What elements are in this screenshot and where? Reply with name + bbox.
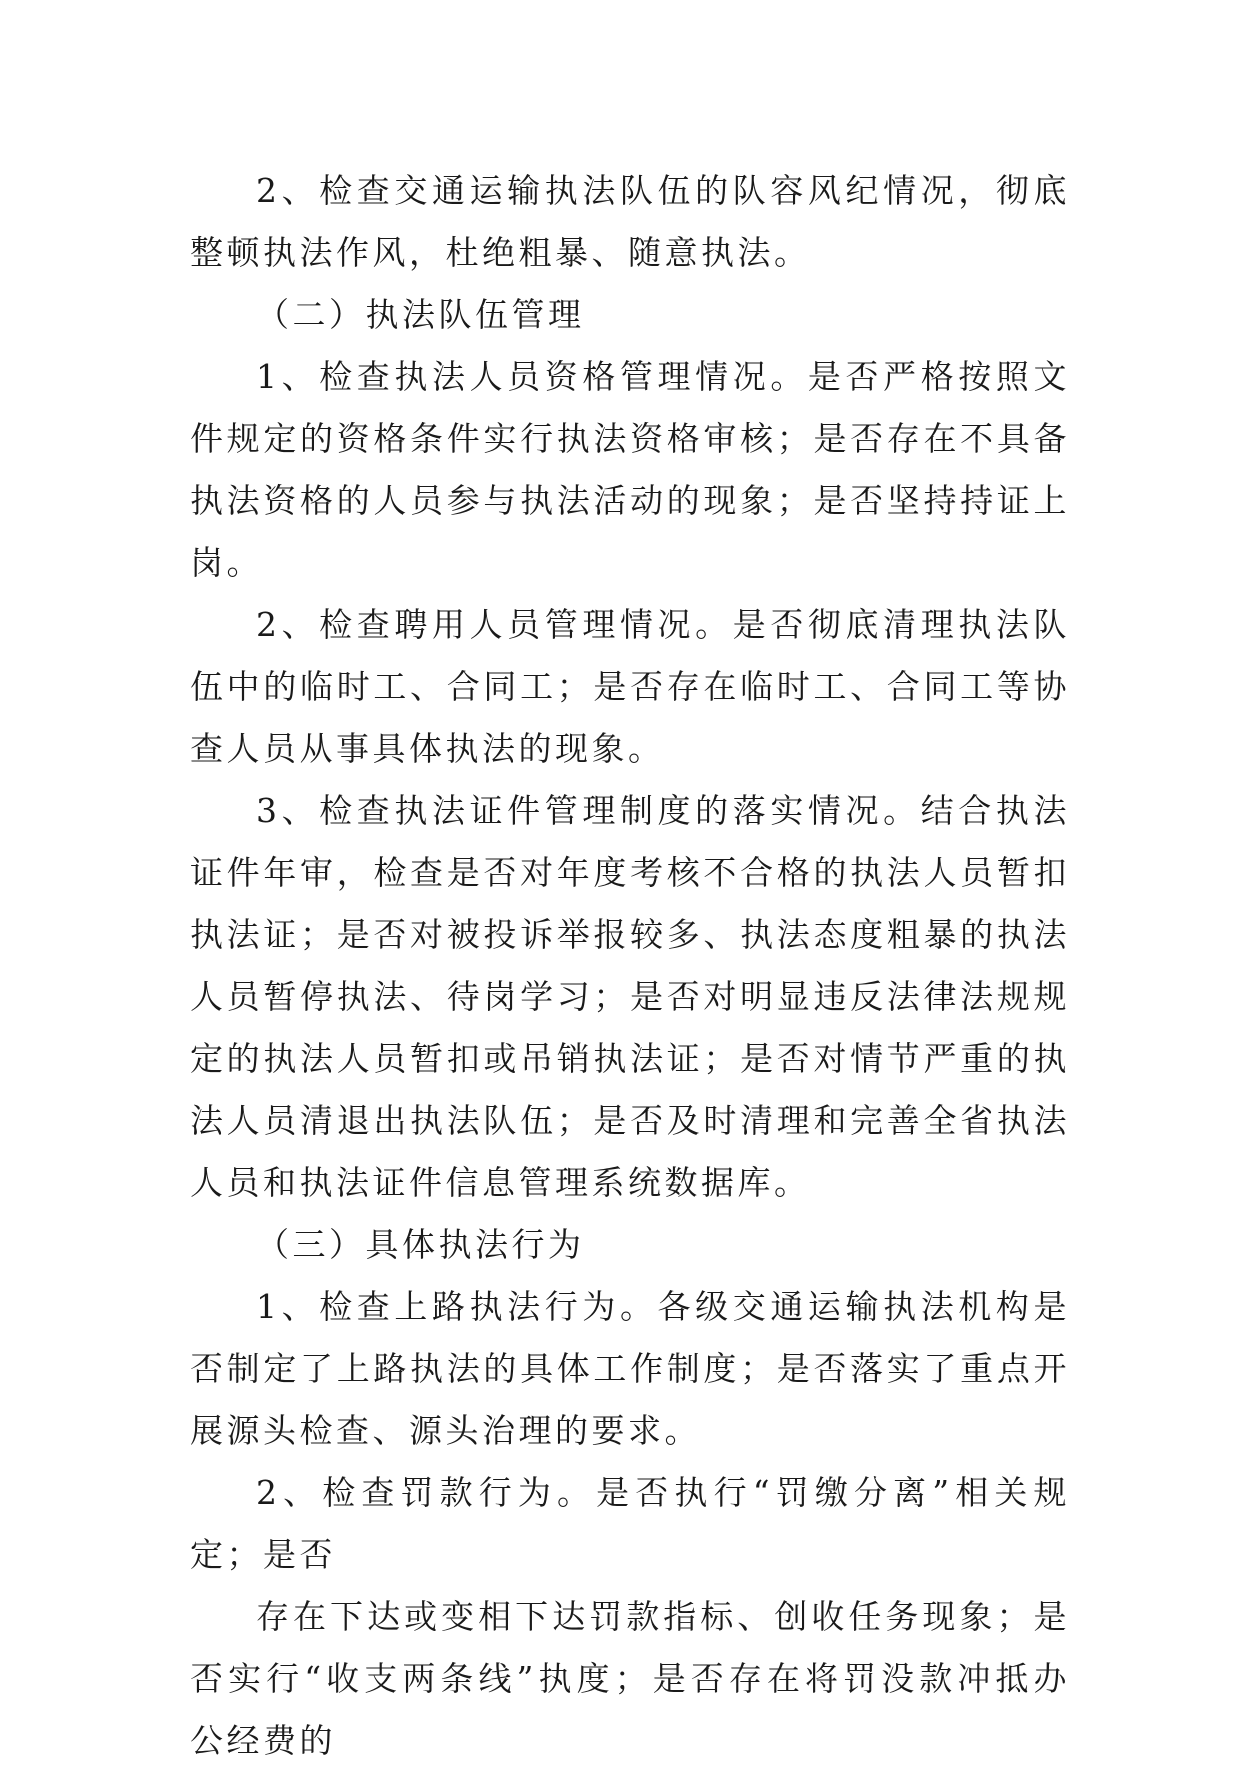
paragraph-road-enforcement-check: 1、检查上路执法行为。各级交通运输执法机构是否制定了上路执法的具体工作制度；是否落实了重点开展源头检查、源头治理的要求。 bbox=[190, 1287, 1070, 1450]
document-body bbox=[190, 160, 1070, 1772]
section-heading-team-management: （二）执法队伍管理 bbox=[256, 295, 585, 334]
paragraph-hired-staff-check: 2、检查聘用人员管理情况。是否彻底清理执法队伍中的临时工、合同工；是否存在临时工、合同工等协查人员从事具体执法的现象。 bbox=[190, 605, 1070, 768]
paragraph-qualification-check: 1、检查执法人员资格管理情况。是否严格按照文件规定的资格条件实行执法资格审核；是否存在不具备执法资格的人员参与执法活动的现象；是否坚持持证上岗。 bbox=[190, 357, 1070, 582]
section-heading-enforcement-behavior: （三）具体执法行为 bbox=[256, 1225, 585, 1264]
paragraph-fine-check: 2、检查罚款行为。是否执行“罚缴分离”相关规定；是否 bbox=[190, 1473, 1070, 1574]
paragraph-fine-check-continued: 存在下达或变相下达罚款指标、创收任务现象；是否实行“收支两条线”执度；是否存在将罚没款冲抵办公经费的 bbox=[190, 1597, 1070, 1760]
paragraph-discipline-check: 2、检查交通运输执法队伍的队容风纪情况，彻底整顿执法作风，杜绝粗暴、随意执法。 bbox=[190, 171, 1070, 272]
paragraph-certificate-check: 3、检查执法证件管理制度的落实情况。结合执法证件年审，检查是否对年度考核不合格的执法人员暂扣执法证；是否对被投诉举报较多、执法态度粗暴的执法人员暂停执法、待岗学习；是否对明显违反法律法规规定的执法人员暂扣或吊销执法证；是否对情节严重的执法人员清退出执法队伍；是否及时清理和完善全省执法人员和执法证件信息管理系统数据库。 bbox=[190, 791, 1070, 1202]
